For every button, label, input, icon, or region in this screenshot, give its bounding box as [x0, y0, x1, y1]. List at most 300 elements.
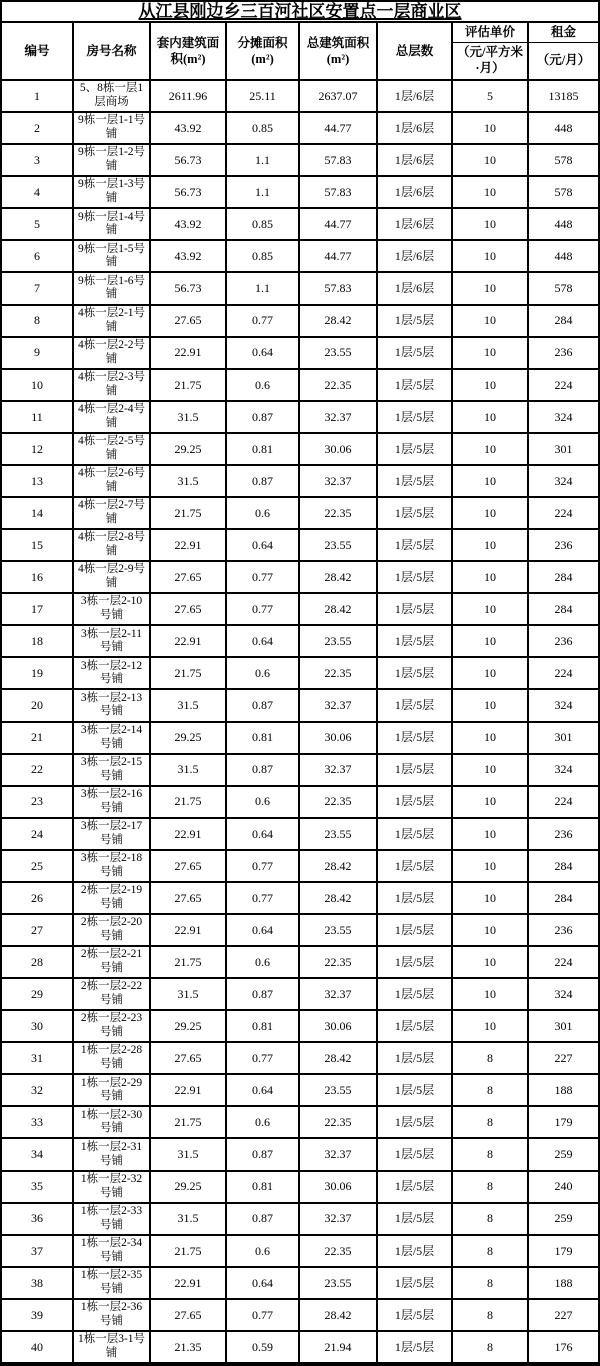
cell-total-area: 23.55: [300, 626, 378, 658]
cell-total-area: 28.42: [300, 594, 378, 626]
cell-total-area: 44.77: [300, 241, 378, 273]
cell-no: 32: [2, 1075, 74, 1107]
cell-name: 1栋一层2-32号铺: [74, 1172, 151, 1204]
cell-unit-price: 10: [453, 947, 529, 979]
cell-total-area: 23.55: [300, 1075, 378, 1107]
cell-total-area: 2637.07: [300, 81, 378, 113]
cell-rent: 284: [529, 594, 598, 626]
cell-floors: 1层/5层: [378, 723, 453, 755]
cell-inner-area: 29.25: [151, 434, 227, 466]
cell-no: 15: [2, 530, 74, 562]
header-total-area-label: 总建筑面积(m²): [306, 35, 370, 66]
cell-unit-price: 5: [453, 81, 529, 113]
cell-inner-area: 22.91: [151, 530, 227, 562]
cell-no: 29: [2, 979, 74, 1011]
cell-inner-area: 27.65: [151, 883, 227, 915]
cell-shared-area: 0.85: [227, 113, 300, 145]
page-title: 从江县刚边乡三百河社区安置点一层商业区: [2, 2, 598, 23]
cell-unit-price: 10: [453, 530, 529, 562]
cell-inner-area: 22.91: [151, 626, 227, 658]
cell-no: 17: [2, 594, 74, 626]
cell-no: 22: [2, 755, 74, 787]
cell-name: 4栋一层2-1号铺: [74, 306, 151, 338]
cell-shared-area: 0.64: [227, 626, 300, 658]
cell-inner-area: 31.5: [151, 1139, 227, 1171]
cell-rent: 188: [529, 1075, 598, 1107]
cell-unit-price: 10: [453, 755, 529, 787]
cell-shared-area: 0.87: [227, 466, 300, 498]
cell-name: 1栋一层2-31号铺: [74, 1139, 151, 1171]
cell-no: 25: [2, 851, 74, 883]
cell-floors: 1层/5层: [378, 755, 453, 787]
cell-floors: 1层/5层: [378, 1300, 453, 1332]
cell-inner-area: 29.25: [151, 1172, 227, 1204]
cell-name: 3栋一层2-16号铺: [74, 787, 151, 819]
cell-total-area: 32.37: [300, 755, 378, 787]
cell-inner-area: 22.91: [151, 915, 227, 947]
cell-floors: 1层/6层: [378, 209, 453, 241]
cell-no: 24: [2, 819, 74, 851]
cell-name: 4栋一层2-4号铺: [74, 402, 151, 434]
cell-unit-price: 10: [453, 851, 529, 883]
cell-unit-price: 10: [453, 723, 529, 755]
header-rent-unit: （元/月）: [536, 53, 591, 68]
cell-floors: 1层/5层: [378, 562, 453, 594]
cell-rent: 240: [529, 1172, 598, 1204]
cell-unit-price: 8: [453, 1300, 529, 1332]
cell-inner-area: 43.92: [151, 241, 227, 273]
cell-inner-area: 27.65: [151, 306, 227, 338]
cell-unit-price: 10: [453, 306, 529, 338]
cell-name: 4栋一层2-9号铺: [74, 562, 151, 594]
cell-unit-price: 10: [453, 883, 529, 915]
cell-floors: 1层/5层: [378, 1236, 453, 1268]
header-inner-area: [151, 23, 227, 81]
cell-total-area: 32.37: [300, 402, 378, 434]
cell-rent: 284: [529, 851, 598, 883]
cell-rent: 324: [529, 690, 598, 722]
cell-no: 18: [2, 626, 74, 658]
cell-floors: 1层/5层: [378, 1204, 453, 1236]
cell-inner-area: 31.5: [151, 690, 227, 722]
cell-unit-price: 8: [453, 1107, 529, 1139]
cell-unit-price: 8: [453, 1075, 529, 1107]
cell-floors: 1层/6层: [378, 273, 453, 305]
cell-no: 27: [2, 915, 74, 947]
cell-shared-area: 0.6: [227, 370, 300, 402]
cell-unit-price: 10: [453, 145, 529, 177]
cell-floors: 1层/5层: [378, 1107, 453, 1139]
cell-rent: 578: [529, 177, 598, 209]
cell-no: 23: [2, 787, 74, 819]
cell-rent: 236: [529, 338, 598, 370]
cell-rent: 284: [529, 562, 598, 594]
cell-floors: 1层/5层: [378, 306, 453, 338]
cell-rent: 236: [529, 626, 598, 658]
cell-floors: 1层/5层: [378, 915, 453, 947]
header-floors: [378, 23, 453, 81]
cell-shared-area: 0.6: [227, 1236, 300, 1268]
cell-inner-area: 31.5: [151, 755, 227, 787]
cell-unit-price: 8: [453, 1043, 529, 1075]
cell-total-area: 32.37: [300, 466, 378, 498]
cell-name: 9栋一层1-6号铺: [74, 273, 151, 305]
cell-floors: 1层/5层: [378, 626, 453, 658]
cell-rent: 224: [529, 658, 598, 690]
cell-rent: 324: [529, 466, 598, 498]
cell-shared-area: 0.87: [227, 979, 300, 1011]
cell-floors: 1层/5层: [378, 851, 453, 883]
cell-total-area: 22.35: [300, 1107, 378, 1139]
cell-rent: 301: [529, 434, 598, 466]
cell-no: 6: [2, 241, 74, 273]
cell-rent: 224: [529, 370, 598, 402]
cell-rent: 224: [529, 787, 598, 819]
cell-no: 4: [2, 177, 74, 209]
cell-unit-price: 10: [453, 113, 529, 145]
cell-inner-area: 27.65: [151, 1300, 227, 1332]
cell-no: 28: [2, 947, 74, 979]
cell-floors: 1层/5层: [378, 1172, 453, 1204]
cell-rent: 284: [529, 306, 598, 338]
cell-total-area: 44.77: [300, 113, 378, 145]
cell-shared-area: 0.85: [227, 241, 300, 273]
cell-total-area: 30.06: [300, 1011, 378, 1043]
cell-floors: 1层/5层: [378, 1043, 453, 1075]
cell-name: 3栋一层2-11号铺: [74, 626, 151, 658]
cell-unit-price: 10: [453, 787, 529, 819]
cell-unit-price: 10: [453, 979, 529, 1011]
cell-no: 34: [2, 1139, 74, 1171]
cell-no: 13: [2, 466, 74, 498]
header-unit-price: [453, 23, 529, 81]
cell-name: 1栋一层2-33号铺: [74, 1204, 151, 1236]
cell-name: 9栋一层1-4号铺: [74, 209, 151, 241]
cell-inner-area: 43.92: [151, 113, 227, 145]
cell-total-area: 23.55: [300, 1268, 378, 1300]
cell-no: 3: [2, 145, 74, 177]
cell-rent: 324: [529, 755, 598, 787]
cell-rent: 236: [529, 819, 598, 851]
cell-inner-area: 22.91: [151, 338, 227, 370]
cell-inner-area: 21.75: [151, 947, 227, 979]
cell-rent: 179: [529, 1236, 598, 1268]
cell-unit-price: 10: [453, 562, 529, 594]
header-rent: [529, 23, 598, 81]
cell-no: 1: [2, 81, 74, 113]
cell-inner-area: 29.25: [151, 723, 227, 755]
cell-unit-price: 10: [453, 434, 529, 466]
cell-no: 8: [2, 306, 74, 338]
cell-unit-price: 8: [453, 1268, 529, 1300]
table-grid: [2, 23, 598, 1364]
cell-floors: 1层/6层: [378, 81, 453, 113]
cell-no: 31: [2, 1043, 74, 1075]
cell-unit-price: 8: [453, 1236, 529, 1268]
cell-inner-area: 27.65: [151, 851, 227, 883]
cell-name: 4栋一层2-8号铺: [74, 530, 151, 562]
cell-shared-area: 0.81: [227, 434, 300, 466]
cell-no: 35: [2, 1172, 74, 1204]
cell-floors: 1层/5层: [378, 498, 453, 530]
cell-total-area: 21.94: [300, 1332, 378, 1364]
cell-total-area: 22.35: [300, 787, 378, 819]
cell-inner-area: 22.91: [151, 1075, 227, 1107]
cell-floors: 1层/5层: [378, 1011, 453, 1043]
cell-no: 38: [2, 1268, 74, 1300]
cell-shared-area: 0.85: [227, 209, 300, 241]
cell-rent: 224: [529, 498, 598, 530]
cell-shared-area: 0.87: [227, 402, 300, 434]
cell-name: 1栋一层2-36号铺: [74, 1300, 151, 1332]
cell-total-area: 32.37: [300, 979, 378, 1011]
cell-floors: 1层/5层: [378, 819, 453, 851]
cell-floors: 1层/6层: [378, 241, 453, 273]
cell-inner-area: 31.5: [151, 1204, 227, 1236]
cell-shared-area: 0.64: [227, 1075, 300, 1107]
cell-shared-area: 0.77: [227, 883, 300, 915]
cell-total-area: 22.35: [300, 498, 378, 530]
cell-inner-area: 21.75: [151, 370, 227, 402]
cell-shared-area: 1.1: [227, 273, 300, 305]
cell-name: 4栋一层2-3号铺: [74, 370, 151, 402]
cell-name: 9栋一层1-3号铺: [74, 177, 151, 209]
cell-no: 12: [2, 434, 74, 466]
cell-no: 39: [2, 1300, 74, 1332]
cell-shared-area: 1.1: [227, 177, 300, 209]
cell-inner-area: 29.25: [151, 1011, 227, 1043]
cell-shared-area: 0.6: [227, 1107, 300, 1139]
cell-no: 36: [2, 1204, 74, 1236]
cell-name: 3栋一层2-15号铺: [74, 755, 151, 787]
cell-name: 2栋一层2-22号铺: [74, 979, 151, 1011]
cell-total-area: 30.06: [300, 723, 378, 755]
cell-no: 30: [2, 1011, 74, 1043]
cell-rent: 448: [529, 241, 598, 273]
cell-total-area: 44.77: [300, 209, 378, 241]
cell-inner-area: 31.5: [151, 402, 227, 434]
cell-name: 2栋一层2-19号铺: [74, 883, 151, 915]
cell-unit-price: 10: [453, 370, 529, 402]
cell-shared-area: 0.6: [227, 658, 300, 690]
cell-floors: 1层/5层: [378, 594, 453, 626]
cell-inner-area: 56.73: [151, 177, 227, 209]
cell-no: 9: [2, 338, 74, 370]
cell-no: 7: [2, 273, 74, 305]
cell-unit-price: 10: [453, 498, 529, 530]
cell-floors: 1层/5层: [378, 1268, 453, 1300]
cell-unit-price: 8: [453, 1172, 529, 1204]
cell-unit-price: 10: [453, 626, 529, 658]
cell-total-area: 57.83: [300, 273, 378, 305]
cell-name: 4栋一层2-6号铺: [74, 466, 151, 498]
cell-unit-price: 10: [453, 273, 529, 305]
cell-rent: 301: [529, 723, 598, 755]
cell-total-area: 32.37: [300, 690, 378, 722]
cell-no: 5: [2, 209, 74, 241]
cell-total-area: 28.42: [300, 851, 378, 883]
cell-rent: 578: [529, 273, 598, 305]
cell-no: 40: [2, 1332, 74, 1364]
cell-rent: 236: [529, 530, 598, 562]
cell-floors: 1层/5层: [378, 1332, 453, 1364]
cell-rent: 301: [529, 1011, 598, 1043]
cell-inner-area: 27.65: [151, 1043, 227, 1075]
cell-inner-area: 21.75: [151, 498, 227, 530]
cell-no: 11: [2, 402, 74, 434]
cell-floors: 1层/5层: [378, 338, 453, 370]
cell-floors: 1层/5层: [378, 434, 453, 466]
cell-unit-price: 10: [453, 594, 529, 626]
header-name-label: 房号名称: [86, 43, 137, 58]
cell-no: 16: [2, 562, 74, 594]
cell-total-area: 32.37: [300, 1139, 378, 1171]
cell-name: 1栋一层2-34号铺: [74, 1236, 151, 1268]
cell-floors: 1层/6层: [378, 177, 453, 209]
cell-shared-area: 0.77: [227, 306, 300, 338]
cell-inner-area: 21.75: [151, 1236, 227, 1268]
cell-name: 1栋一层2-30号铺: [74, 1107, 151, 1139]
header-unit-price-unit: （元/平方米·月）: [457, 45, 523, 75]
cell-shared-area: 0.6: [227, 498, 300, 530]
cell-total-area: 22.35: [300, 658, 378, 690]
cell-floors: 1层/5层: [378, 466, 453, 498]
cell-total-area: 28.42: [300, 1300, 378, 1332]
cell-total-area: 22.35: [300, 370, 378, 402]
cell-name: 4栋一层2-5号铺: [74, 434, 151, 466]
cell-name: 2栋一层2-20号铺: [74, 915, 151, 947]
cell-floors: 1层/6层: [378, 113, 453, 145]
cell-unit-price: 10: [453, 338, 529, 370]
cell-rent: 324: [529, 979, 598, 1011]
cell-shared-area: 0.77: [227, 1043, 300, 1075]
cell-shared-area: 0.77: [227, 562, 300, 594]
cell-shared-area: 0.87: [227, 1139, 300, 1171]
cell-total-area: 22.35: [300, 1236, 378, 1268]
cell-rent: 448: [529, 209, 598, 241]
cell-rent: 179: [529, 1107, 598, 1139]
cell-floors: 1层/5层: [378, 883, 453, 915]
cell-unit-price: 10: [453, 658, 529, 690]
cell-shared-area: 0.81: [227, 1011, 300, 1043]
cell-shared-area: 0.87: [227, 1204, 300, 1236]
cell-total-area: 23.55: [300, 819, 378, 851]
cell-name: 3栋一层2-12号铺: [74, 658, 151, 690]
cell-shared-area: 0.64: [227, 338, 300, 370]
header-shared-area-label: 分摊面积(m²): [237, 35, 288, 66]
cell-total-area: 23.55: [300, 915, 378, 947]
cell-inner-area: 43.92: [151, 209, 227, 241]
cell-name: 1栋一层2-28号铺: [74, 1043, 151, 1075]
cell-inner-area: 31.5: [151, 979, 227, 1011]
header-name: [74, 23, 151, 81]
cell-no: 20: [2, 690, 74, 722]
cell-rent: 324: [529, 402, 598, 434]
cell-name: 1栋一层2-29号铺: [74, 1075, 151, 1107]
cell-floors: 1层/5层: [378, 690, 453, 722]
cell-floors: 1层/5层: [378, 370, 453, 402]
cell-rent: 224: [529, 947, 598, 979]
cell-name: 9栋一层1-1号铺: [74, 113, 151, 145]
cell-inner-area: 31.5: [151, 466, 227, 498]
cell-name: 2栋一层2-21号铺: [74, 947, 151, 979]
cell-shared-area: 0.59: [227, 1332, 300, 1364]
cell-shared-area: 0.64: [227, 1268, 300, 1300]
cell-no: 37: [2, 1236, 74, 1268]
cell-shared-area: 0.81: [227, 723, 300, 755]
cell-floors: 1层/6层: [378, 145, 453, 177]
cell-floors: 1层/5层: [378, 979, 453, 1011]
cell-no: 2: [2, 113, 74, 145]
cell-unit-price: 10: [453, 690, 529, 722]
cell-total-area: 57.83: [300, 145, 378, 177]
cell-shared-area: 0.64: [227, 530, 300, 562]
cell-shared-area: 0.64: [227, 819, 300, 851]
cell-rent: 578: [529, 145, 598, 177]
cell-shared-area: 0.64: [227, 915, 300, 947]
cell-unit-price: 10: [453, 819, 529, 851]
header-shared-area: [227, 23, 300, 81]
cell-total-area: 30.06: [300, 434, 378, 466]
header-no-label: 编号: [24, 43, 50, 58]
cell-rent: 448: [529, 113, 598, 145]
header-floors-label: 总层数: [395, 43, 434, 58]
cell-inner-area: 22.91: [151, 819, 227, 851]
cell-rent: 13185: [529, 81, 598, 113]
cell-total-area: 57.83: [300, 177, 378, 209]
cell-no: 21: [2, 723, 74, 755]
cell-rent: 227: [529, 1300, 598, 1332]
cell-rent: 227: [529, 1043, 598, 1075]
cell-no: 10: [2, 370, 74, 402]
cell-total-area: 28.42: [300, 562, 378, 594]
cell-no: 26: [2, 883, 74, 915]
cell-unit-price: 10: [453, 466, 529, 498]
header-inner-area-label: 套内建筑面积(m²): [156, 35, 220, 66]
cell-rent: 259: [529, 1204, 598, 1236]
cell-total-area: 23.55: [300, 338, 378, 370]
cell-floors: 1层/5层: [378, 1139, 453, 1171]
cell-unit-price: 8: [453, 1332, 529, 1364]
cell-name: 1栋一层3-1号铺: [74, 1332, 151, 1364]
cell-name: 4栋一层2-7号铺: [74, 498, 151, 530]
cell-inner-area: 56.73: [151, 273, 227, 305]
cell-total-area: 28.42: [300, 306, 378, 338]
cell-shared-area: 0.77: [227, 594, 300, 626]
cell-total-area: 32.37: [300, 1204, 378, 1236]
cell-name: 9栋一层1-2号铺: [74, 145, 151, 177]
cell-no: 14: [2, 498, 74, 530]
cell-unit-price: 10: [453, 402, 529, 434]
cell-inner-area: 21.75: [151, 658, 227, 690]
cell-inner-area: 21.75: [151, 787, 227, 819]
cell-rent: 284: [529, 883, 598, 915]
cell-unit-price: 8: [453, 1204, 529, 1236]
cell-name: 3栋一层2-18号铺: [74, 851, 151, 883]
header-rent-label: 租金: [529, 23, 598, 43]
cell-floors: 1层/5层: [378, 1075, 453, 1107]
cell-total-area: 23.55: [300, 530, 378, 562]
cell-name: 3栋一层2-14号铺: [74, 723, 151, 755]
cell-rent: 188: [529, 1268, 598, 1300]
cell-floors: 1层/5层: [378, 947, 453, 979]
cell-name: 1栋一层2-35号铺: [74, 1268, 151, 1300]
cell-name: 3栋一层2-17号铺: [74, 819, 151, 851]
cell-floors: 1层/5层: [378, 402, 453, 434]
cell-name: 4栋一层2-2号铺: [74, 338, 151, 370]
cell-inner-area: 27.65: [151, 562, 227, 594]
cell-shared-area: 1.1: [227, 145, 300, 177]
